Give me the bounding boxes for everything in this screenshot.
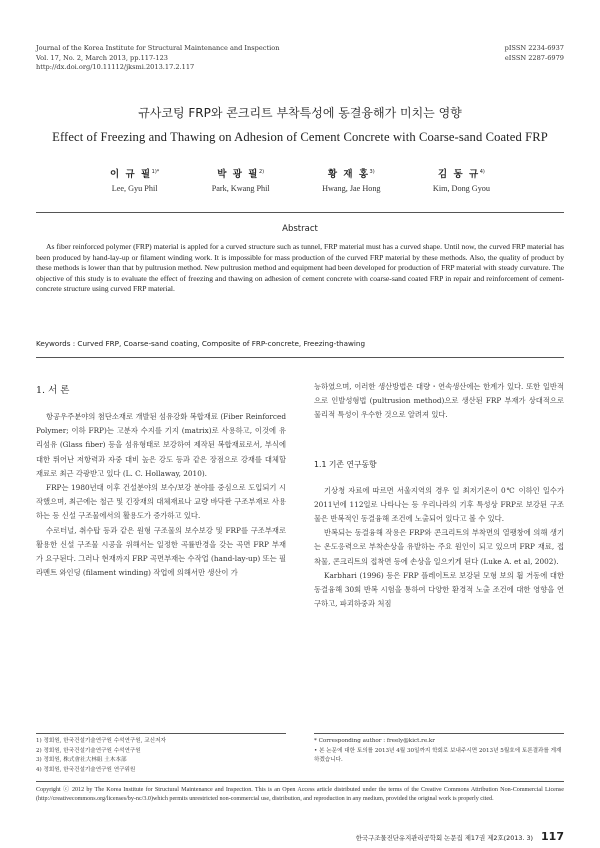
discussion-notice: • 본 논문에 대한 토의를 2013년 4월 30일까지 학회로 보내주시면 2013년 5월호에 토론결과를 게재하겠습니다. [314,747,562,764]
body-paragraph-continued: 능하였으며, 이러한 생산방법은 대량・연속생산에는 한계가 있다. 또한 일반적으로 인발성형법 (pultrusion method)으로 생산된 FRP 부재가 상대적으로 물리적 특성이 우수한 것으로 알려져 있다. [314,382,564,420]
footnote: 3) 정회원, 株式會社大林組 土木本部 [36,757,127,764]
corresponding-author: * Corresponding author : freely@kict.re.kr [314,738,435,744]
footnote: 2) 정회원, 한국건설기술연구원 수석연구원 [36,747,141,754]
right-column [314,380,564,611]
author-affil-mark: 4) [479,168,485,175]
author [212,166,270,193]
abstract-heading: Abstract [282,224,318,234]
title-english: Effect of Freezing and Thawing on Adhesion of Cement Concrete with Coarse-sand Coated FRP [52,130,548,144]
left-column [36,380,286,580]
keywords: Keywords : Curved FRP, Coarse-sand coating, Composite of FRP-concrete, Freezing-thawing [36,339,366,348]
footnote: 4) 정회원, 한국건설기술연구원 연구위원 [36,766,136,773]
author-name-ko: 김 동 규 [438,169,480,180]
affiliation-footnotes [36,737,286,775]
author-name-en: Lee, Gyu Phil [111,184,158,193]
author [322,166,380,193]
section-heading-introduction: 1. 서 론 [36,385,70,396]
author-name-en: Kim, Dong Gyou [432,184,490,193]
author-affil-mark: 1)* [151,168,160,175]
pissn: pISSN 2234-6937 [504,44,564,52]
page-footer [356,830,564,843]
copyright-notice: Copyright ⓒ 2012 by The Korea Institute for Structural Maintenance and Inspection. This is an Open Access article distributed under the terms of the Creative Commons Attribution Non-Commercial License (http://creativecommons.org/licenses/by-nc/3.0)which permits unrestricted non-commercial use, distribution, and reproduction in any medium, provided the original work is properly cited. [36,787,564,803]
author-name-ko: 박 광 필 [217,169,259,180]
eissn: eISSN 2287-6979 [504,53,564,62]
abstract-bottom-rule [36,357,564,358]
footnote-rule-right [314,733,564,734]
author-name-ko: 이 규 필 [110,169,152,180]
journal-name: Journal of the Korea Institute for Structural Maintenance and Inspection [36,44,280,52]
doi-link[interactable]: http://dx.doi.org/10.11112/jksmi.2013.17.2.117 [36,63,195,72]
footnote-rule-left [36,733,286,734]
author-affil-mark: 2) [258,168,265,175]
journal-header-right [505,44,564,63]
abstract-top-rule [36,212,564,213]
footnote: 1) 정회원, 한국건설기술연구원 수석연구원, 교신저자 [36,738,166,744]
correspondence-footnotes [314,737,564,766]
body-paragraph: 기상청 자료에 따르면 서울지역의 경우 일 최저기온이 0℃ 이하인 일수가 2011년에 112일로 나타나는 등 우리나라의 기후 특성상 FRP로 보강된 구조물은 반복적인 동결융해 조건에 노출되어 있다고 볼 수 있다. [314,485,564,524]
footer-journal-name: 한국구조물진단유지관리공학회 논문집 제17권 제2호(2013. 3) [355,834,534,842]
volume-info: Vol. 17, No. 2, March 2013, pp.117-123 [36,53,168,62]
author [110,166,159,193]
body-paragraph: 수로터널, 취수탑 등과 같은 원형 구조물의 보수보강 및 FRP를 구조부재로 활용한 신설 구조물 시공을 위해서는 일정한 곡률반경을 갖는 곡면 FRP 부재가 요구된다. 그러나 현재까지 FRP 곡면부재는 수작업 (hand-lay-up) 또는 필라멘트 와인딩 (filament winding) 작업에 의해서만 생산이 가 [36,525,287,578]
subsection-heading: 1.1 기존 연구동향 [314,459,377,469]
body-paragraph: FRP는 1980년대 이후 건설분야의 보수/보강 분야를 중심으로 도입되기 시작했으며, 최근에는 철근 및 긴장재의 대체재료나 교량 바닥판 구조부재로 사용하는 등 신설 구조물에서의 활용도가 증가하고 있다. [36,483,286,521]
author-affil-mark: 3) [369,168,375,175]
author-name-en: Park, Kwang Phil [211,184,270,193]
body-paragraph: 반복되는 동결융해 작용은 FRP와 콘크리트의 부착면의 열팽창에 의해 생기는 온도응력으로 부착손상을 유발하는 주요 원인이 되고 있으며 FRP 재료, 접착물, 콘크리트의 접착면 등에 손상을 일으키게 된다 (Luke A. et al, 2002). [314,528,564,566]
body-paragraph: Karbhari (1996) 등은 FRP 플레이트로 보강된 모형 보의 휨 거동에 대한 동결융해 30회 반복 시험을 통하여 다양한 환경적 노출 조건에 대한 영향을 연구하고, 파괴하중과 처짐 [314,570,564,609]
body-paragraph: 항공우주분야의 첨단소재로 개발된 섬유강화 복합재료 (Fiber Reinforced Polymer; 이하 FRP)는 고분자 수지를 기지 (matrix)로 사용하고, 이것에 유리섬유 (Glass fiber) 등을 섬유형태로 보강하여 제작된 복합재료로서, 부식에 대한 뛰어난 저항력과 자중 대비 높은 강도 등과 같은 장점으로 강재를 대체할 재료로 최근 각광받고 있다 (L. C. Hollaway, 2010). [36,412,286,478]
author-list [110,166,490,193]
abstract-text: As fiber reinforced polymer (FRP) material is appled for a curved structure such as tunnel, FRP material must has a curved shape. Until now, the curved FRP material has been produced by hand-lay-up or filament winding work. It is impossible for mass production of the curved FRP material by these methods. Also, the quality of product by these methods is lower than that by pultrusion method. New pultrusion method and equipment had been developed for production of FRP material with steady curvature. The objective of this study is to evaluate the effect of freezing and thawing on adhesion of cement concrete with coarse-sand coated FRP in repair and reinforcement of cement-concrete structure using curved FRP material. [36,242,564,293]
author [433,166,490,193]
author-name-en: Hwang, Jae Hong [322,184,381,193]
copyright-rule [36,781,564,782]
page-number: 117 [541,830,564,843]
title-korean: 규사코팅 FRP와 콘크리트 부착특성에 동결융해가 미치는 영향 [138,106,462,120]
author-name-ko: 황 재 홍 [327,169,370,180]
journal-header-left [36,44,279,73]
